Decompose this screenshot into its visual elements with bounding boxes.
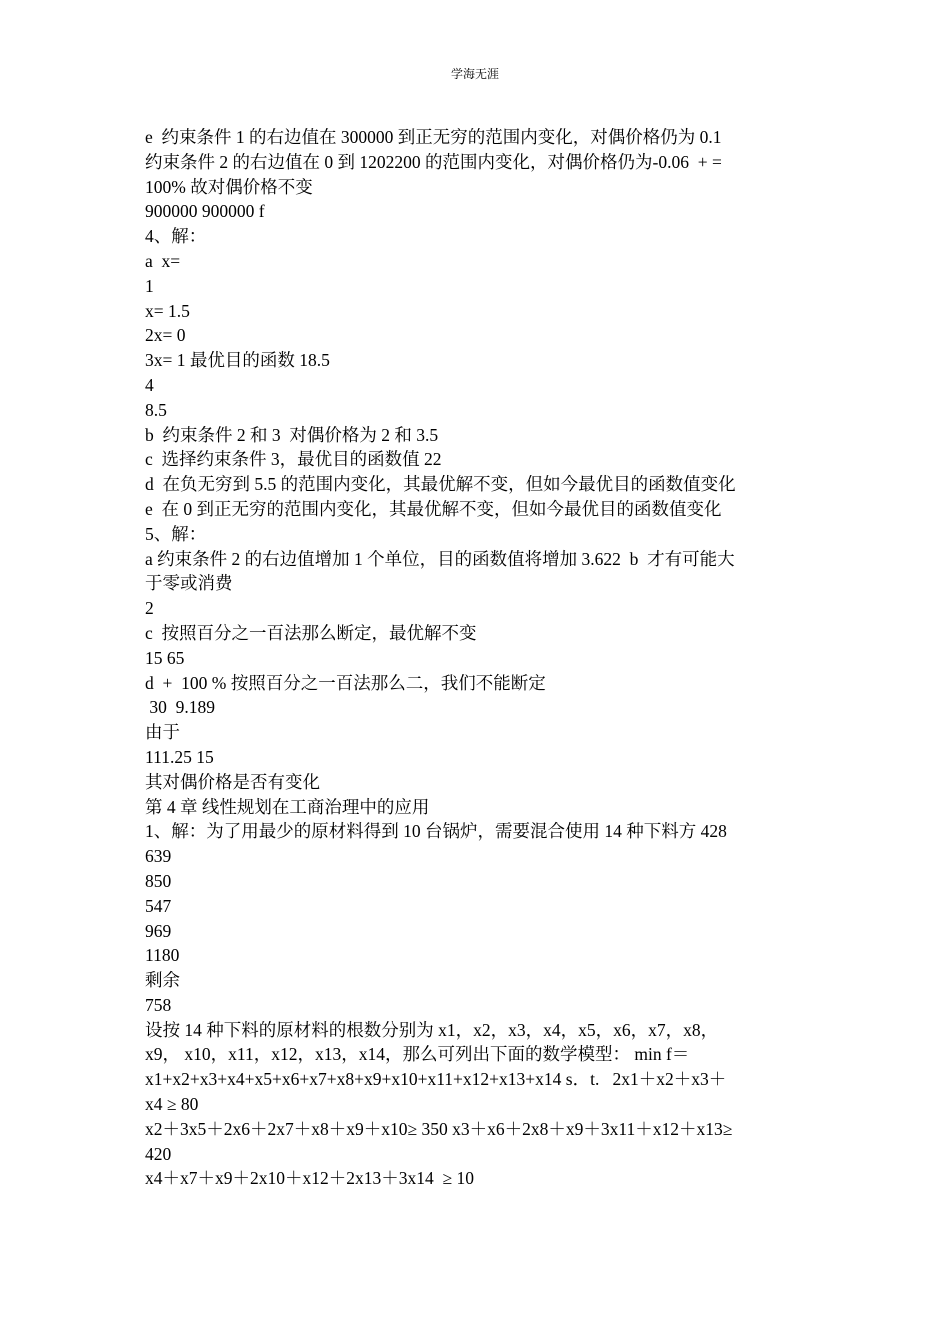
text-line: 约束条件 2 的右边值在 0 到 1202200 的范围内变化，对偶价格仍为-0.06 + = [145, 151, 722, 172]
text-line: x4 ≥ 80 [145, 1094, 199, 1115]
text-line: 2 [145, 598, 154, 619]
text-line: x= 1.5 [145, 300, 190, 321]
text-line: 4 [145, 374, 154, 395]
text-line: a 约束条件 2 的右边值增加 1 个单位，目的函数值将增加 3.622 b 才有可能大 [145, 548, 735, 569]
text-line: 剩余 [145, 970, 180, 991]
text-line: 于零或消费 [145, 573, 233, 594]
text-line: b 约束条件 2 和 3 对偶价格为 2 和 3.5 [145, 424, 439, 445]
text-line: 设按 14 种下料的原材料的根数分别为 x1，x2，x3，x4，x5，x6，x7，x8， [145, 1019, 719, 1040]
text-line: 5、解： [145, 523, 207, 544]
text-line: e 在 0 到正无穷的范围内变化，其最优解不变，但如今最优目的函数值变化 [145, 498, 722, 519]
text-line: 由于 [145, 722, 180, 743]
text-line: 其对偶价格是否有变化 [145, 771, 320, 792]
text-line: d 在负无穷到 5.5 的范围内变化，其最优解不变，但如今最优目的函数值变化 [145, 474, 736, 495]
chapter-heading: 第 4 章 线性规划在工商治理中的应用 [145, 796, 430, 817]
text-line: 420 [145, 1143, 172, 1164]
text-line: 639 [145, 846, 172, 867]
text-line: c 选择约束条件 3，最优目的函数值 22 [145, 449, 442, 470]
text-line: 111.25 15 [145, 746, 214, 767]
text-line: 1、解：为了用最少的原材料得到 10 台锅炉，需要混合使用 14 种下料方 428 [145, 821, 727, 842]
text-line: 1180 [145, 945, 180, 966]
text-line: d + 100 % 按照百分之一百法那么二，我们不能断定 [145, 672, 546, 693]
text-line: 30 9.189 [145, 697, 215, 718]
text-line: x2＋3x5＋2x6＋2x7＋x8＋x9＋x10≥ 350 x3＋x6＋2x8＋x9＋3x11＋x12＋x13≥ [145, 1118, 733, 1139]
text-line: e 约束条件 1 的右边值在 300000 到正无穷的范围内变化，对偶价格仍为 0.1 [145, 127, 722, 147]
text-line: 1 [145, 275, 154, 296]
document-body [145, 125, 805, 1191]
text-line: 15 65 [145, 647, 185, 668]
text-line: x4＋x7＋x9＋2x10＋x12＋2x13＋3x14 ≥ 10 [145, 1168, 474, 1189]
text-line: 969 [145, 920, 172, 941]
text-line: 547 [145, 895, 172, 916]
text-line: 100% 故对偶价格不变 [145, 176, 313, 197]
text-line: c 按照百分之一百法那么断定，最优解不变 [145, 622, 477, 643]
text-line: 8.5 [145, 399, 167, 420]
text-line: x1+x2+x3+x4+x5+x6+x7+x8+x9+x10+x11+x12+x13+x14 s．t. 2x1＋x2＋x3＋ [145, 1069, 727, 1090]
text-line: a x= [145, 250, 181, 271]
text-line: 3x= 1 最优目的函数 18.5 [145, 350, 330, 371]
page-header: 学海无涯 [450, 67, 499, 81]
text-line: x9， x10，x11，x12，x13，x14，那么可列出下面的数学模型： min f＝ [145, 1044, 690, 1065]
text-line: 900000 900000 f [145, 201, 265, 222]
text-line: 758 [145, 994, 172, 1015]
text-line: 850 [145, 870, 172, 891]
text-line: 4、解： [145, 226, 207, 247]
text-line: 2x= 0 [145, 325, 186, 346]
